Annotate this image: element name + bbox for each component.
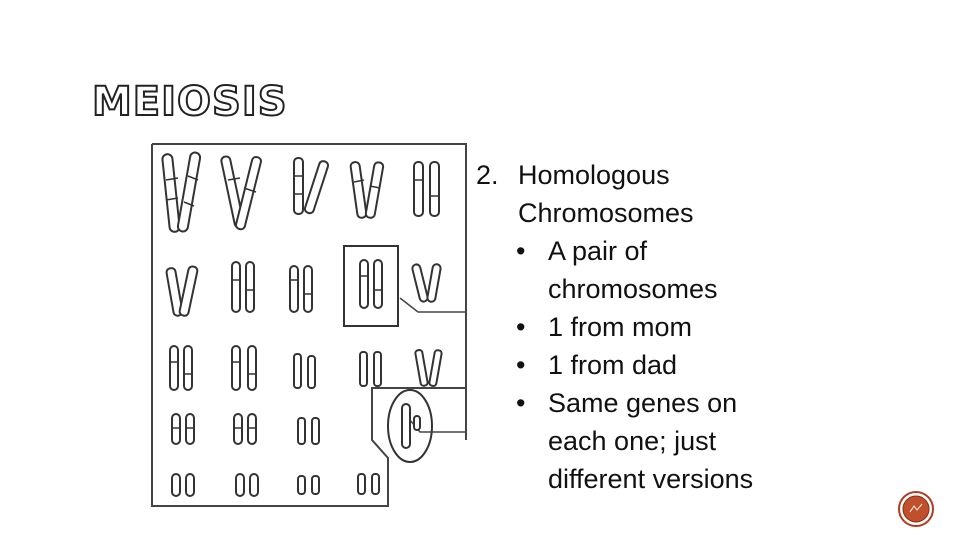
chromosome-pair-19 [172, 474, 194, 496]
homologous-pair-box [344, 246, 398, 326]
slide-title: MEIOSIS [92, 79, 288, 125]
karyotype-diagram [148, 140, 478, 512]
chromosome-pair-20 [236, 474, 258, 496]
heading-text: Homologous Chromosomes [518, 160, 694, 228]
chromosome-pair-7 [232, 262, 254, 312]
slide-nav-badge-icon[interactable] [897, 490, 935, 528]
chromosome-pair-10 [412, 264, 442, 303]
bullet-list [516, 232, 806, 498]
chromosome-pair-14 [360, 352, 381, 386]
sex-chromosomes [402, 404, 420, 448]
numbered-heading [476, 156, 806, 232]
chromosome-pair-21 [298, 476, 319, 494]
chromosome-pair-3 [294, 158, 329, 214]
bullet-item [516, 384, 806, 498]
chromosome-pair-16 [172, 414, 194, 444]
bullet-mark: • [516, 236, 526, 266]
bullet-item [516, 308, 806, 346]
bullet-text: A pair of chromosomes [548, 236, 718, 304]
bullet-item [516, 232, 806, 308]
chromosome-pair-5 [414, 162, 439, 216]
chromosome-pair-1 [162, 152, 201, 233]
bullet-mark: • [516, 388, 526, 418]
chromosome-pair-17 [234, 414, 256, 444]
bullet-item [516, 346, 806, 384]
bullet-text: Same genes on each one; just different versions [548, 388, 754, 494]
chromosome-pair-11 [170, 346, 192, 390]
chromosome-pair-6 [166, 266, 198, 317]
chromosome-pair-12 [232, 346, 256, 390]
bullet-mark: • [516, 350, 526, 380]
heading-number: 2. [476, 160, 499, 190]
bullet-mark: • [516, 312, 526, 342]
content-text [476, 156, 806, 498]
chromosome-pair-15 [415, 350, 442, 387]
chromosome-pair-9 [360, 260, 382, 308]
chromosome-pair-18 [298, 418, 319, 444]
bullet-text: 1 from mom [548, 312, 693, 342]
chromosome-pair-22 [358, 474, 379, 494]
chromosome-pair-13 [294, 354, 315, 388]
chromosome-pair-8 [290, 266, 312, 312]
chromosome-pair-2 [221, 156, 262, 230]
chromosome-pair-4 [350, 162, 384, 219]
bullet-text: 1 from dad [548, 350, 678, 380]
